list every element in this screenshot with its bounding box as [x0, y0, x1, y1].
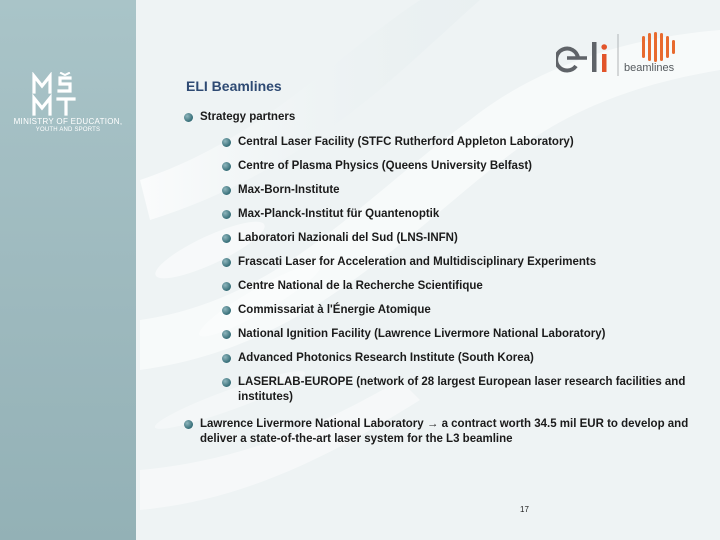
- bullet-icon: [222, 282, 231, 291]
- partner-item: [180, 375, 700, 405]
- bullet-icon: [222, 162, 231, 171]
- partner-item: [180, 279, 700, 294]
- partner-text: Max-Born-Institute: [238, 184, 340, 196]
- partner-item: [180, 207, 700, 222]
- eli-logo-text: beamlines: [624, 62, 675, 74]
- partner-text: Laboratori Nazionali del Sud (LNS-INFN): [238, 232, 458, 244]
- bullet-icon: [184, 420, 193, 429]
- bullet-icon: [184, 113, 193, 122]
- bullet-icon: [222, 306, 231, 315]
- bullet-icon: [222, 138, 231, 147]
- partner-text: Central Laser Facility (STFC Rutherford Appleton Laboratory): [238, 136, 574, 148]
- bullet-llnl-contract: [180, 417, 700, 447]
- partner-item: [180, 135, 700, 150]
- page-number: 17: [520, 505, 529, 514]
- slide-title: ELI Beamlines: [186, 78, 282, 94]
- bullet-text: Strategy partners: [200, 111, 296, 123]
- msmt-logo-icon: [30, 72, 100, 116]
- partner-item: [180, 159, 700, 174]
- partner-text: Max-Planck-Institut für Quantenoptik: [238, 208, 440, 220]
- bullet-icon: [222, 210, 231, 219]
- partner-text: National Ignition Facility (Lawrence Livermore National Laboratory): [238, 328, 606, 340]
- partner-item: [180, 327, 700, 342]
- bullet-icon: [222, 234, 231, 243]
- sidebar: [0, 0, 136, 540]
- bullet-text: Lawrence Livermore National Laboratory → a contract worth 34.5 mil EUR to develop and deliver a state-of-the-art laser system for the L3 beamline: [200, 418, 689, 445]
- partner-text: Centre National de la Recherche Scientifique: [238, 280, 483, 292]
- partner-item: [180, 183, 700, 198]
- slide-content: [180, 110, 700, 447]
- bullet-icon: [222, 378, 231, 387]
- bullet-icon: [222, 354, 231, 363]
- partner-item: [180, 303, 700, 318]
- ministry-name: MINISTRY OF EDUCATION,: [13, 117, 123, 126]
- partner-item: [180, 255, 700, 270]
- partner-text: Frascati Laser for Acceleration and Multidisciplinary Experiments: [238, 256, 597, 268]
- ministry-subtitle: YOUTH AND SPORTS: [35, 127, 101, 133]
- partner-text: Commissariat à l'Énergie Atomique: [238, 304, 431, 316]
- bullet-strategy-partners: [180, 110, 700, 125]
- bullet-icon: [222, 186, 231, 195]
- partner-text: Centre of Plasma Physics (Queens University Belfast): [238, 160, 532, 172]
- partner-item: [180, 231, 700, 246]
- partner-item: [180, 351, 700, 366]
- bullet-icon: [222, 330, 231, 339]
- partner-text: Advanced Photonics Research Institute (South Korea): [238, 352, 534, 364]
- partner-text: LASERLAB-EUROPE (network of 28 largest European laser research facilities and institutes): [238, 376, 686, 403]
- bullet-icon: [222, 258, 231, 267]
